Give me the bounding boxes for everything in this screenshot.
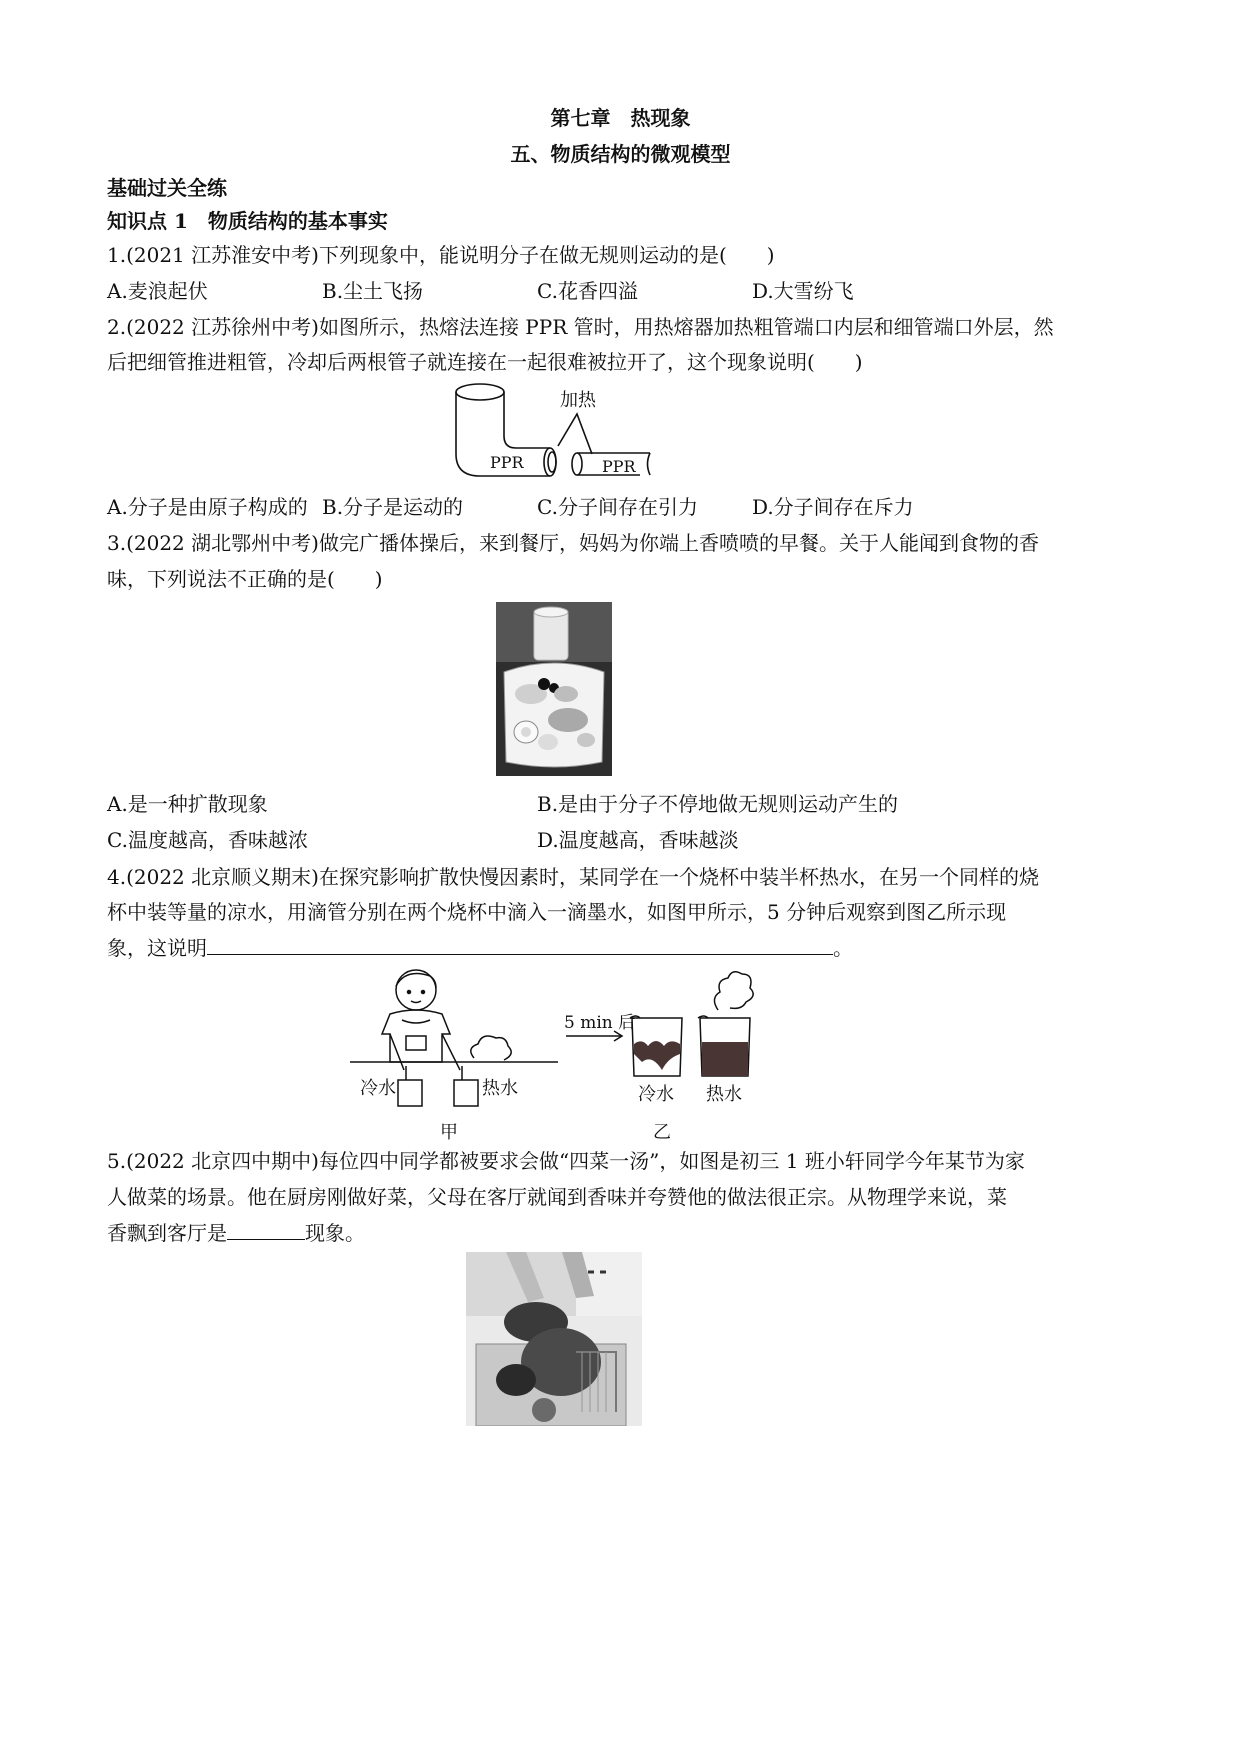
- q2-option-c: C.分子间存在引力: [537, 495, 698, 519]
- q1-option-c: C.花香四溢: [537, 279, 638, 303]
- q5-stem-line3-suffix: 现象。: [305, 1221, 365, 1245]
- q4-answer-blank[interactable]: [207, 934, 833, 955]
- q5-stem-line2: 人做菜的场景。他在厨房刚做好菜，父母在客厅就闻到香味并夸赞他的做法很正宗。从物理学来说，菜: [107, 1185, 1007, 1209]
- q4-stem-line3-prefix: 象，这说明: [107, 936, 207, 960]
- pipe-label-left: PPR: [490, 453, 524, 472]
- pipe-label-right: PPR: [602, 457, 636, 476]
- cold-water-label-a: 冷水: [360, 1078, 396, 1099]
- hot-water-label-b: 热水: [706, 1084, 742, 1105]
- q2-stem-line2: 后把细管推进粗管，冷却后两根管子就连接在一起很难被拉开了，这个现象说明( ): [107, 350, 863, 374]
- caption-b: 乙: [653, 1122, 671, 1142]
- q3-breakfast-photo: [496, 602, 612, 776]
- q2-pipe-figure: [440, 378, 660, 488]
- heat-label: 加热: [560, 390, 596, 411]
- q3-stem-line1: 3.(2022 湖北鄂州中考)做完广播体操后，来到餐厅，妈妈为你端上香喷喷的早餐。关于人能闻到食物的香: [107, 531, 1039, 555]
- q5-stem-line3: [107, 1219, 365, 1246]
- q1-option-a: A.麦浪起伏: [107, 279, 208, 303]
- q2-option-b: B.分子是运动的: [322, 495, 464, 519]
- q5-stem-line3-prefix: 香飘到客厅是: [107, 1221, 227, 1245]
- q2-stem-line1: 2.(2022 江苏徐州中考)如图所示，热熔法连接 PPR 管时，用热熔器加热粗管端口内层和细管端口外层，然: [107, 315, 1054, 339]
- q4-stem-line3: [107, 934, 853, 961]
- q2-option-d: D.分子间存在斥力: [752, 495, 914, 519]
- caption-a: 甲: [440, 1122, 458, 1142]
- chapter-title: 第七章 热现象: [550, 106, 691, 130]
- q4-diffusion-figure: [350, 962, 770, 1142]
- q3-option-a: A.是一种扩散现象: [107, 792, 268, 816]
- q1-stem: 1.(2021 江苏淮安中考)下列现象中，能说明分子在做无规则运动的是( ): [107, 243, 775, 267]
- q3-option-c: C.温度越高，香味越浓: [107, 828, 308, 852]
- q5-answer-blank[interactable]: [227, 1219, 305, 1240]
- q3-stem-line2: 味，下列说法不正确的是( ): [107, 567, 383, 591]
- knowledge-point-heading: 知识点 1 物质结构的基本事实: [107, 209, 388, 233]
- q2-option-a: A.分子是由原子构成的: [107, 495, 308, 519]
- q1-option-d: D.大雪纷飞: [752, 279, 854, 303]
- arrow-label: 5 min 后: [564, 1013, 636, 1033]
- section-title: 五、物质结构的微观模型: [510, 142, 731, 166]
- q5-stem-line1: 5.(2022 北京四中期中)每位四中同学都被要求会做“四菜一汤”，如图是初三 1 班小轩同学今年某节为家: [107, 1149, 1025, 1173]
- q4-stem-line1: 4.(2022 北京顺义期末)在探究影响扩散快慢因素时，某同学在一个烧杯中装半杯热水，在另一个同样的烧: [107, 865, 1039, 889]
- q1-option-b: B.尘土飞扬: [322, 279, 424, 303]
- q4-stem-line2: 杯中装等量的凉水，用滴管分别在两个烧杯中滴入一滴墨水，如图甲所示，5 分钟后观察到图乙所示现: [107, 900, 1007, 924]
- hot-water-label-a: 热水: [482, 1078, 518, 1099]
- cold-water-label-b: 冷水: [638, 1084, 674, 1105]
- q5-cooking-photo: [466, 1252, 642, 1426]
- q4-stem-line3-suffix: 。: [833, 936, 853, 960]
- q3-option-d: D.温度越高，香味越淡: [537, 828, 739, 852]
- q3-option-b: B.是由于分子不停地做无规则运动产生的: [537, 792, 899, 816]
- practice-heading: 基础过关全练: [107, 176, 227, 200]
